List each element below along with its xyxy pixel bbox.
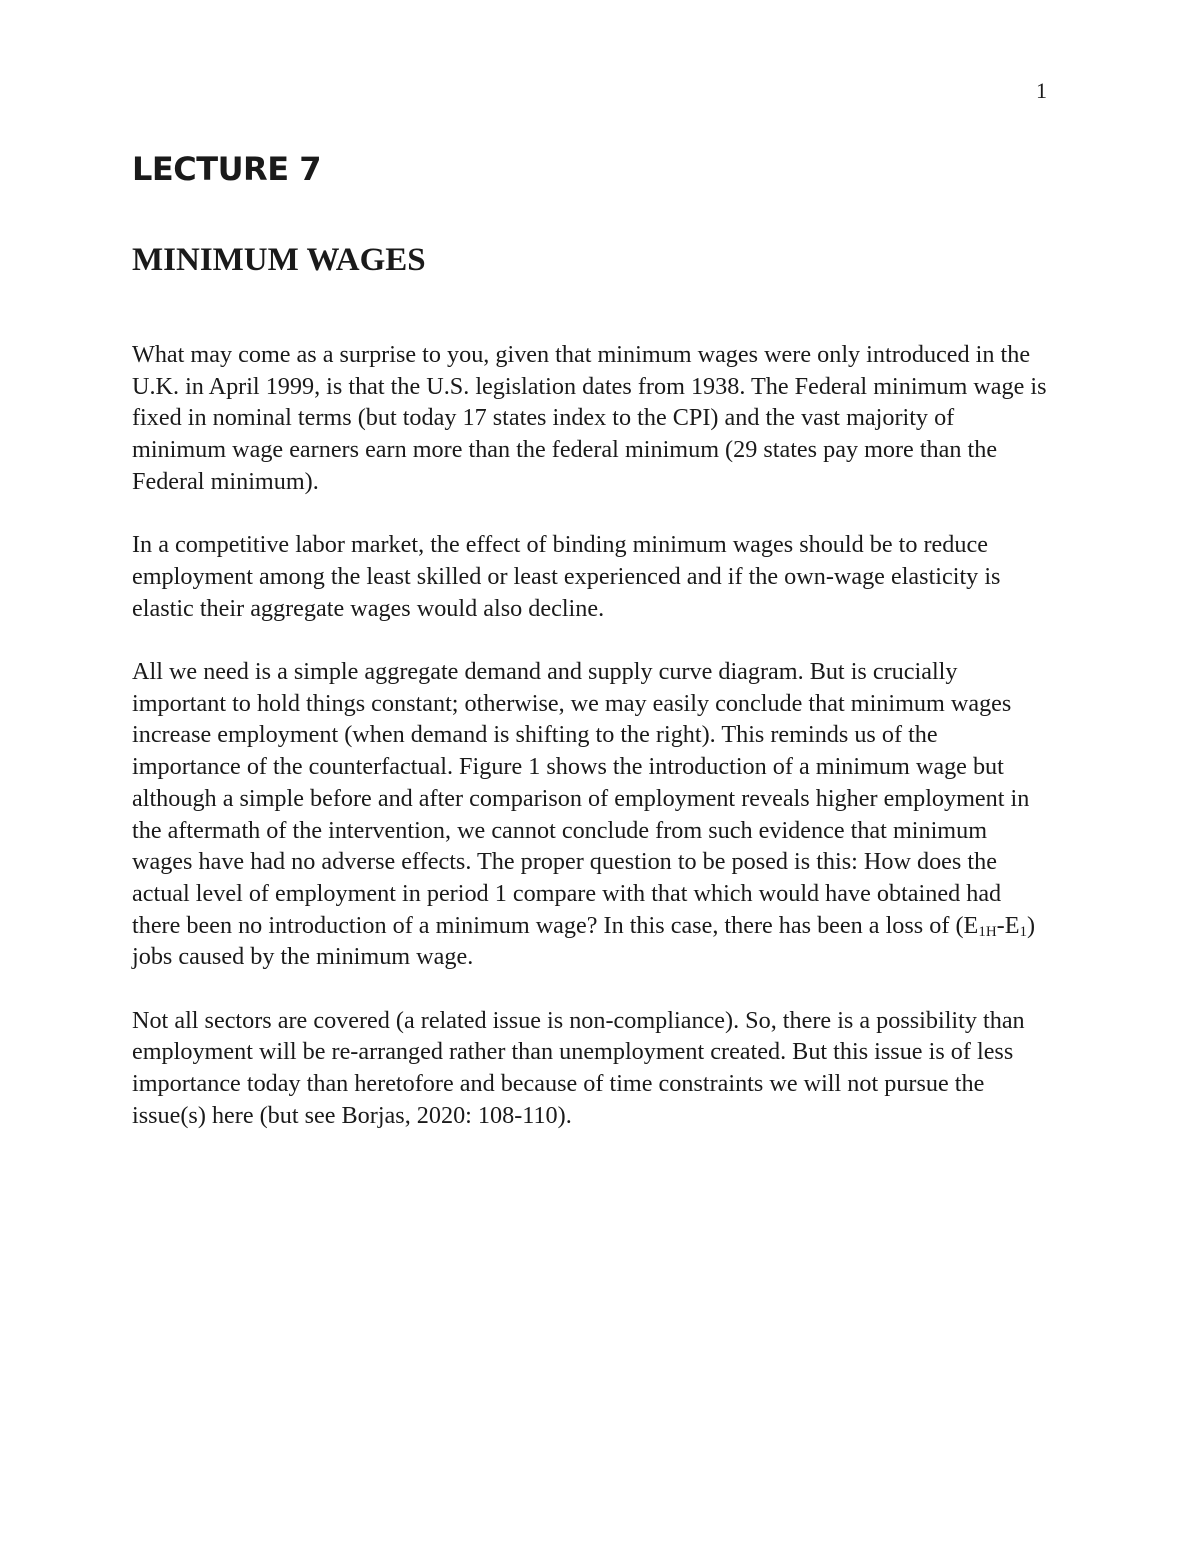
paragraph-competitive-market: In a competitive labor market, the effect of binding minimum wages should be to reduce employment among the least skilled or least experienced and if the own-wage elasticity is elastic their aggregate wages would also decline. bbox=[132, 531, 1001, 622]
counterfactual-text: All we need is a simple aggregate demand and supply curve diagram. But is crucially important to hold things constant; otherwise, we may easily conclude that minimum wages increase employment (when demand is shifting to the right). This reminds us of the importance of the counterfactual. Figure 1 shows the introduction of a minimum wage but although a simple before and after comparison of employment reveals higher employment in the aftermath of the intervention, we cannot conclude from such evidence that minimum wages have had no adverse effects. The proper question to be posed is this: How does the actual level of employment in period 1 compare with that which would have obtained had there been no introduction of a minimum wage? In this case, there has been a loss of bbox=[132, 658, 1030, 939]
paragraph-us-legislation: What may come as a surprise to you, given that minimum wages were only introduced in the U.K. in April 1999, is that the U.S. legislation dates from 1938. The Federal minimum wage is fixed in nominal terms (but today 17 states index to the CPI) and the vast majority of minimum wage earners earn more than the federal minimum (29 states pay more than the Federal minimum). bbox=[132, 341, 1047, 495]
paragraph-coverage: Not all sectors are covered (a related issue is non-compliance). So, there is a possibility than employment will be re-arranged rather than unemployment created. But this issue is of less importance today than heretofore and because of time constraints we will not pursue the issue(s) here (but see Borjas, 2020: 108-110). bbox=[132, 1006, 1025, 1129]
page-number: 1 bbox=[1036, 78, 1047, 103]
body-text bbox=[132, 339, 1052, 1163]
paragraph-counterfactual bbox=[132, 656, 1052, 973]
lecture-title: LECTURE 7 bbox=[132, 150, 321, 188]
section-title: MINIMUM WAGES bbox=[132, 242, 426, 278]
job-loss-expression: $(E_{1H}-E_1)$ jobs caused by the minimum wage. bbox=[132, 911, 1036, 971]
